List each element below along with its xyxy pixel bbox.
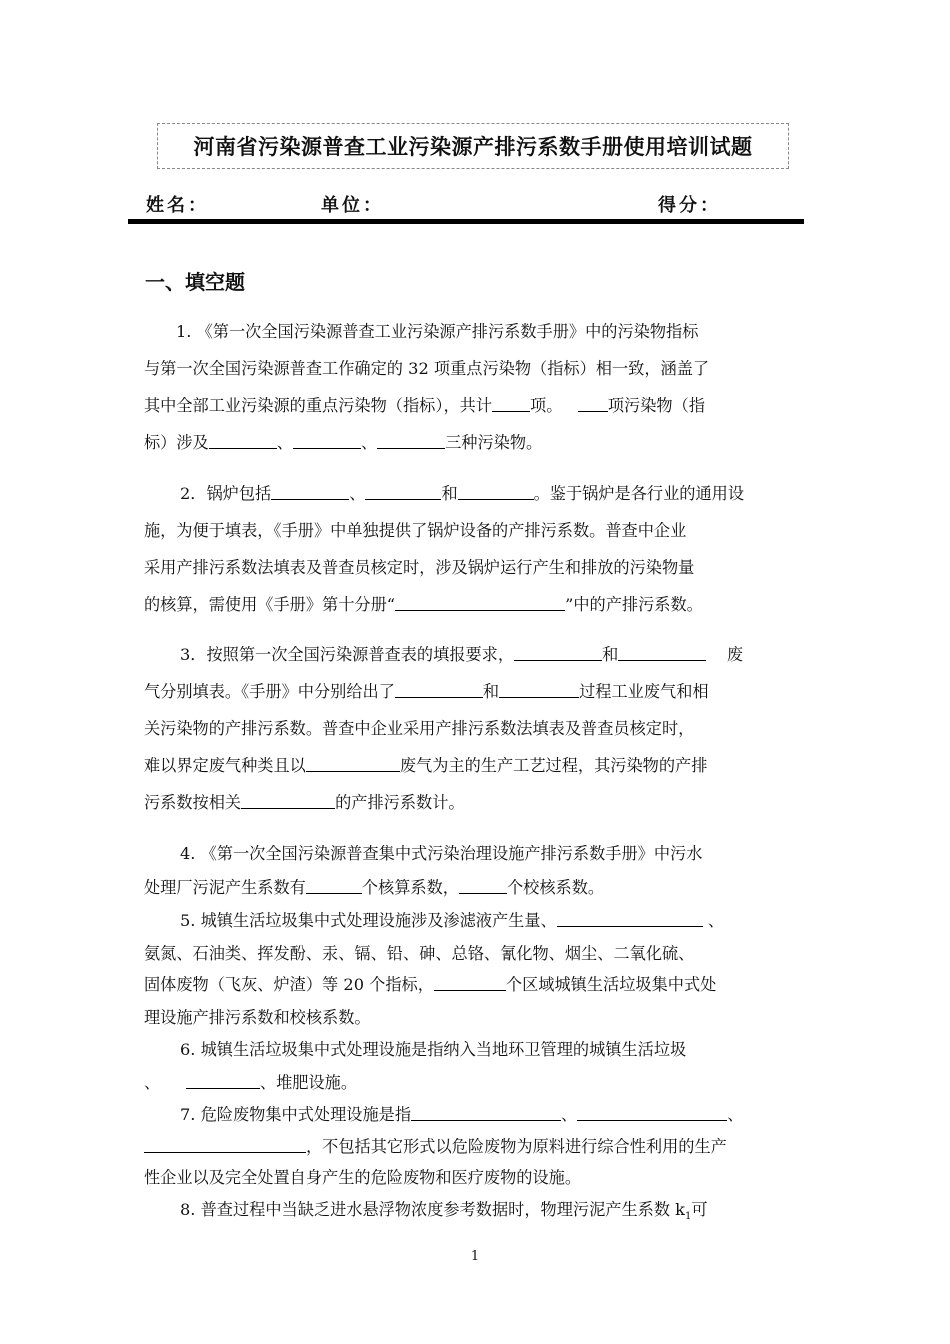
q7-line-3: 性企业以及完全处置自身产生的危险废物和医疗废物的设施。 [144, 1168, 582, 1187]
unit-label: 单位： [321, 195, 384, 216]
blank[interactable] [377, 432, 445, 449]
blank[interactable] [306, 755, 400, 772]
blank[interactable] [459, 877, 507, 894]
q2-line-2: 施，为便于填表，《手册》中单独提供了锅炉设备的产排污系数。普查中企业 [144, 521, 687, 540]
q5-line-1: 5. 城镇生活垃圾集中式处理设施涉及渗滤液产生量、 、 [180, 911, 725, 930]
blank[interactable] [492, 395, 530, 412]
blank[interactable] [306, 877, 362, 894]
name-label: 姓名： [146, 195, 209, 216]
header-rule [128, 219, 804, 224]
q3-line-2: 气分别填表。《手册》中分别给出了 和 过程工业废气和相 [144, 682, 709, 701]
q2-line-4: 的核算，需使用《手册》第十分册“ ”中的产排污系数。 [144, 595, 703, 614]
blank[interactable] [499, 681, 579, 698]
q4-line-2: 处理厂污泥产生系数有 个核算系数， 个校核系数。 [144, 878, 605, 897]
blank[interactable] [577, 1104, 727, 1121]
q3-line-1: 3．按照第一次全国污染源普查表的填报要求， 和 废 [180, 645, 744, 664]
blank[interactable] [411, 1104, 561, 1121]
blank[interactable] [209, 432, 277, 449]
info-line [128, 191, 804, 217]
q1-line-2: 与第一次全国污染源普查工作确定的 32 项重点污染物（指标）相一致，涵盖了 [144, 359, 710, 378]
score-label: 得分： [658, 195, 721, 216]
q2-line-1: 2．锅炉包括 、 和 。鉴于锅炉是各行业的通用设 [180, 484, 745, 503]
blank[interactable] [458, 483, 534, 500]
q7-line-2: ，不包括其它形式以危险废物为原料进行综合性利用的生产 [144, 1133, 806, 1157]
blank[interactable] [514, 644, 602, 661]
q6-line-1: 6. 城镇生活垃圾集中式处理设施是指纳入当地环卫管理的城镇生活垃圾 [180, 1040, 687, 1059]
blank[interactable] [557, 910, 703, 927]
blank[interactable] [241, 792, 335, 809]
blank[interactable] [618, 644, 706, 661]
blank[interactable] [395, 594, 565, 611]
blank[interactable] [293, 432, 361, 449]
q4-line-1: 4. 《第一次全国污染源普查集中式污染治理设施产排污系数手册》中污水 [180, 844, 703, 863]
q5-line-3: 固体废物（飞灰、炉渣）等 20 个指标， 个区域城镇生活垃圾集中式处 [144, 975, 717, 994]
q8-line-1: 8. 普查过程中当缺乏进水悬浮物浓度参考数据时，物理污泥产生系数 $k_1$可 [180, 1200, 708, 1223]
blank[interactable] [365, 483, 441, 500]
q3-line-4: 难以界定废气种类且以 废气为主的生产工艺过程，其污染物的产排 [144, 756, 708, 775]
blank[interactable] [395, 681, 483, 698]
blank[interactable] [578, 395, 608, 412]
q1-line-1: 1. 《第一次全国污染源普查工业污染源产排污系数手册》中的污染物指标 [176, 322, 699, 341]
page-number: 1 [470, 1249, 480, 1264]
blank[interactable] [186, 1072, 260, 1089]
section-title: 一、填空题 [145, 270, 245, 294]
q6-line-2: 、 、堆肥设施。 [144, 1073, 358, 1092]
q3-line-3: 关污染物的产排污系数。普查中企业采用产排污系数法填表及普查员核定时， [144, 719, 695, 738]
q7-line-1: 7. 危险废物集中式处理设施是指 、 、 [180, 1105, 744, 1124]
blank[interactable] [144, 1136, 306, 1153]
blank[interactable] [271, 483, 349, 500]
q2-line-3: 采用产排污系数法填表及普查员核定时，涉及锅炉运行产生和排放的污染物量 [144, 558, 695, 577]
q3-line-5: 污系数按相关 的产排污系数计。 [144, 793, 465, 812]
q1-line-3: 其中全部工业污染源的重点污染物（指标），共计 项。 项污染物（指 [144, 396, 705, 415]
blank[interactable] [434, 974, 506, 991]
title-box [157, 123, 789, 169]
document-title: 河南省污染源普查工业污染源产排污系数手册使用培训试题 [193, 135, 753, 159]
q5-line-2: 氨氮、石油类、挥发酚、汞、镉、铅、砷、总铬、氰化物、烟尘、二氧化硫、 [144, 944, 695, 963]
q1-line-4: 标）涉及 、 、 三种污染物。 [144, 433, 543, 452]
q5-line-4: 理设施产排污系数和校核系数。 [144, 1008, 371, 1027]
